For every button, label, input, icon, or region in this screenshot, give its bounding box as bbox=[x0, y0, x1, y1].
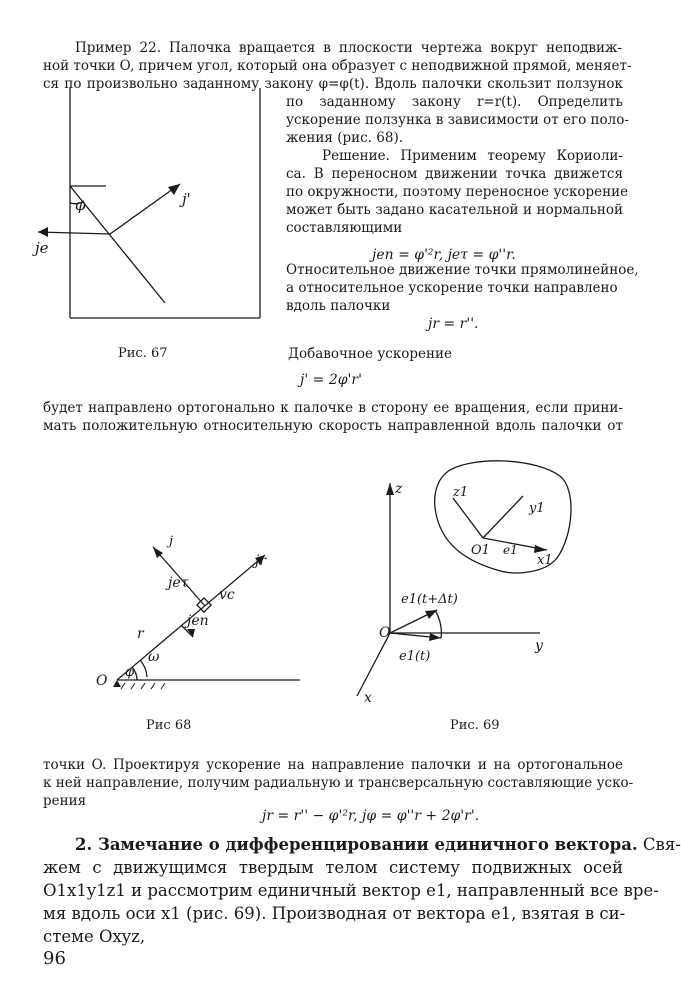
label-y1: y1 bbox=[529, 501, 545, 516]
text-line: жем с движущимся твердым телом систему подвижных осей bbox=[43, 858, 623, 877]
text-line: Решение. Применим теорему Кориоли- bbox=[322, 148, 623, 164]
formula-radial-transversal: jr = r'' − φ'²r, jφ = φ''r + 2φ'r'. bbox=[262, 808, 480, 824]
label-phi: φ bbox=[125, 665, 135, 680]
figure-69 bbox=[345, 438, 580, 708]
label-omega: ω bbox=[148, 649, 160, 665]
j-prime-arrow bbox=[110, 184, 180, 234]
figure-67-caption: Рис. 67 bbox=[118, 346, 168, 361]
text-line: а относительное ускорение точки направлено bbox=[286, 280, 618, 296]
z1-axis bbox=[453, 498, 483, 538]
label-x1: x1 bbox=[537, 553, 553, 568]
figure-68-caption: Рис 68 bbox=[146, 718, 192, 733]
text-line: Относительное движение точки прямолинейное, bbox=[286, 262, 639, 278]
text-line: са. В переносном движении точка движется bbox=[286, 166, 623, 182]
text-line: к ней направление, получим радиальную и трансверсальную составляющие уско- bbox=[43, 775, 634, 791]
label-e1: e1 bbox=[503, 543, 518, 557]
label-o1: O1 bbox=[471, 543, 490, 558]
text-line: ускорение ползунка в зависимости от его поло- bbox=[286, 112, 629, 128]
text-line: по заданному закону r=r(t). Определить bbox=[286, 94, 623, 110]
label-j: j bbox=[169, 534, 174, 549]
label-z1: z1 bbox=[453, 485, 469, 500]
label-r: r bbox=[137, 626, 144, 642]
text-line: вдоль палочки bbox=[286, 298, 391, 314]
label-x: x bbox=[364, 690, 372, 706]
label-origin: O bbox=[96, 673, 108, 689]
text-line: жения (рис. 68). bbox=[286, 130, 403, 146]
text-line: мать положительную относительную скорость направленной вдоль палочки от bbox=[43, 418, 623, 434]
label-j-en: jen bbox=[187, 613, 209, 629]
text-line: рения bbox=[43, 793, 87, 809]
text-line: Добавочное ускорение bbox=[288, 346, 453, 362]
formula-coriolis: j' = 2φ'r' bbox=[300, 372, 362, 388]
label-j-r: jr bbox=[255, 553, 267, 569]
text-line: стеме Oxyz, bbox=[43, 927, 146, 946]
page-number: 96 bbox=[43, 948, 66, 969]
y1-axis bbox=[483, 496, 523, 538]
text-line: ной точки O, причем угол, который она образует с неподвижной прямой, меняет- bbox=[43, 58, 632, 74]
label-v-c: vc bbox=[219, 587, 235, 603]
text-line: составляющими bbox=[286, 220, 403, 236]
figure-68 bbox=[95, 525, 315, 695]
x-axis bbox=[357, 633, 390, 696]
figure-69-caption: Рис. 69 bbox=[450, 718, 500, 733]
label-e1-t-dt: e1(t+Δt) bbox=[401, 592, 458, 607]
text-line: Пример 22. Палочка вращается в плоскости чертежа вокруг неподвиж- bbox=[75, 40, 622, 56]
label-y: y bbox=[535, 638, 543, 654]
formula-relative-acceleration: jr = r''. bbox=[428, 316, 479, 332]
text-line: будет направлено ортогонально к палочке в сторону ее вращения, если прини- bbox=[43, 400, 623, 416]
figure-67 bbox=[30, 88, 275, 328]
text-line: ся по произвольно заданному закону φ=φ(t). Вдоль палочки скользит ползунок bbox=[43, 76, 623, 92]
text-line: может быть задано касательной и нормальной bbox=[286, 202, 623, 218]
label-phi: φ bbox=[75, 196, 86, 214]
label-j-e: je bbox=[35, 239, 49, 257]
text-line: по окружности, поэтому переносное ускорение bbox=[286, 184, 629, 200]
text-line: точки O. Проектируя ускорение на направление палочки и на ортогональное bbox=[43, 757, 623, 773]
text-line: мя вдоль оси x1 (рис. 69). Производная от вектора e1, взятая в си- bbox=[43, 904, 626, 923]
section-heading: 2. Замечание о дифференцировании единичного вектора. Свя- bbox=[75, 835, 681, 854]
label-j-e-tau: jeτ bbox=[168, 575, 189, 591]
label-o: O bbox=[379, 625, 391, 641]
label-e1-t: e1(t) bbox=[399, 649, 431, 664]
label-j-prime: j' bbox=[182, 190, 191, 208]
label-z: z bbox=[395, 481, 403, 497]
j-e-arrow bbox=[38, 232, 110, 234]
formula-transport-acceleration: jen = φ'²r, jeτ = φ''r. bbox=[372, 247, 516, 263]
text-line: O1x1y1z1 и рассмотрим единичный вектор e1, направленный все вре- bbox=[43, 881, 659, 900]
